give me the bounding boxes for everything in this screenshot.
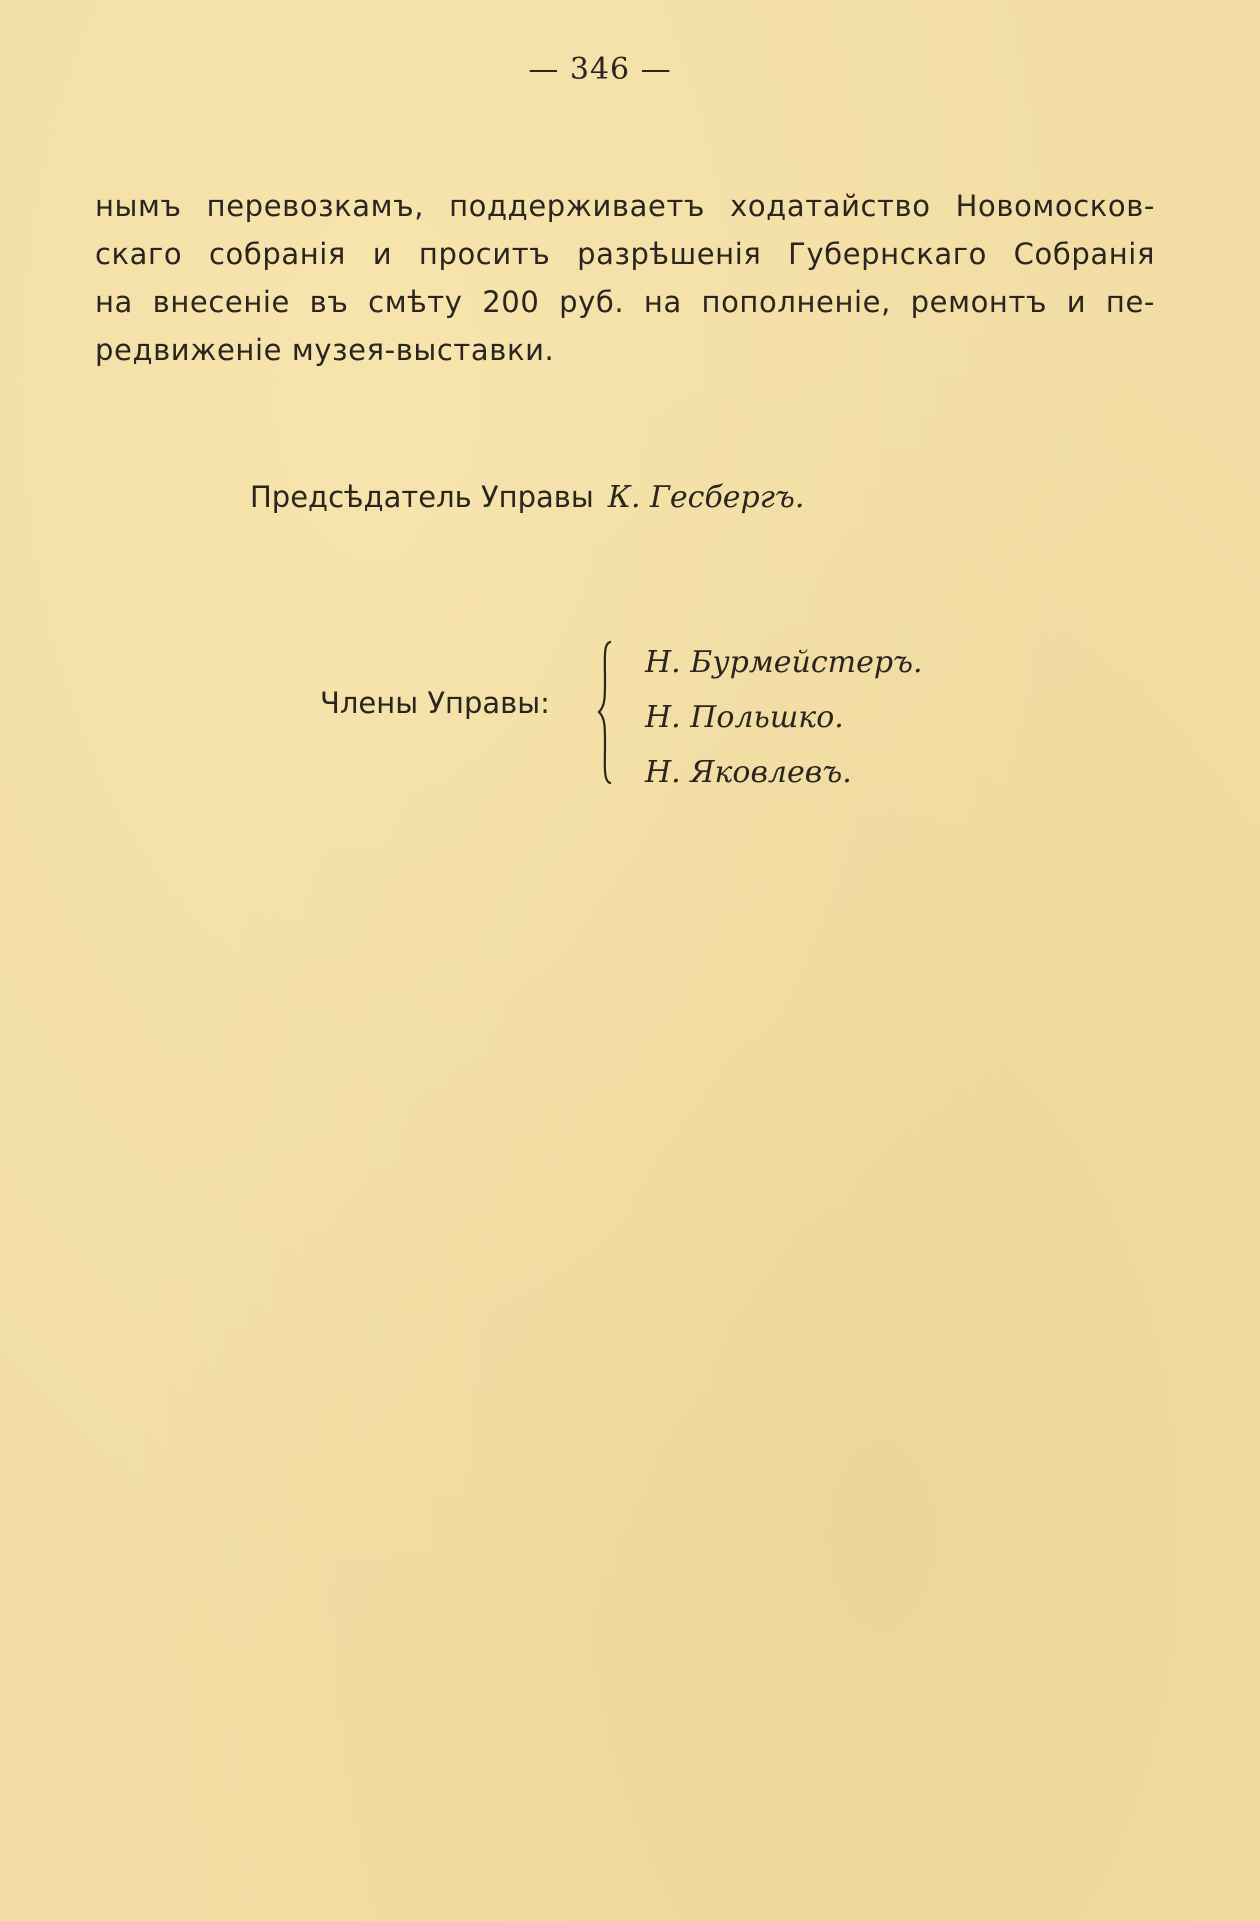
curly-brace-icon xyxy=(597,640,615,785)
body-line: на внесеніе въ смѣту 200 руб. на пополненіе, ремонтъ и пе- xyxy=(95,285,1155,319)
chairman-signature-line xyxy=(250,480,804,515)
body-line: нымъ перевозкамъ, поддерживаетъ ходатайство Новомосков- xyxy=(95,189,1155,223)
member-name: Н. Бурмейстеръ. xyxy=(645,645,923,680)
chairman-title: Предсѣдатель Управы xyxy=(250,480,594,514)
page-number: — 346 — xyxy=(528,52,672,87)
member-name: Н. Польшко. xyxy=(645,700,844,735)
chairman-signature: К. Гесбергъ. xyxy=(607,480,805,515)
member-name: Н. Яковлевъ. xyxy=(645,755,852,790)
body-paragraph xyxy=(95,182,1155,374)
body-line: редвиженіе музея-выставки. xyxy=(95,333,555,367)
members-label: Члены Управы: xyxy=(320,686,550,720)
members-list xyxy=(645,635,923,800)
body-line: скаго собранія и проситъ разрѣшенія Губернскаго Собранія xyxy=(95,237,1155,271)
